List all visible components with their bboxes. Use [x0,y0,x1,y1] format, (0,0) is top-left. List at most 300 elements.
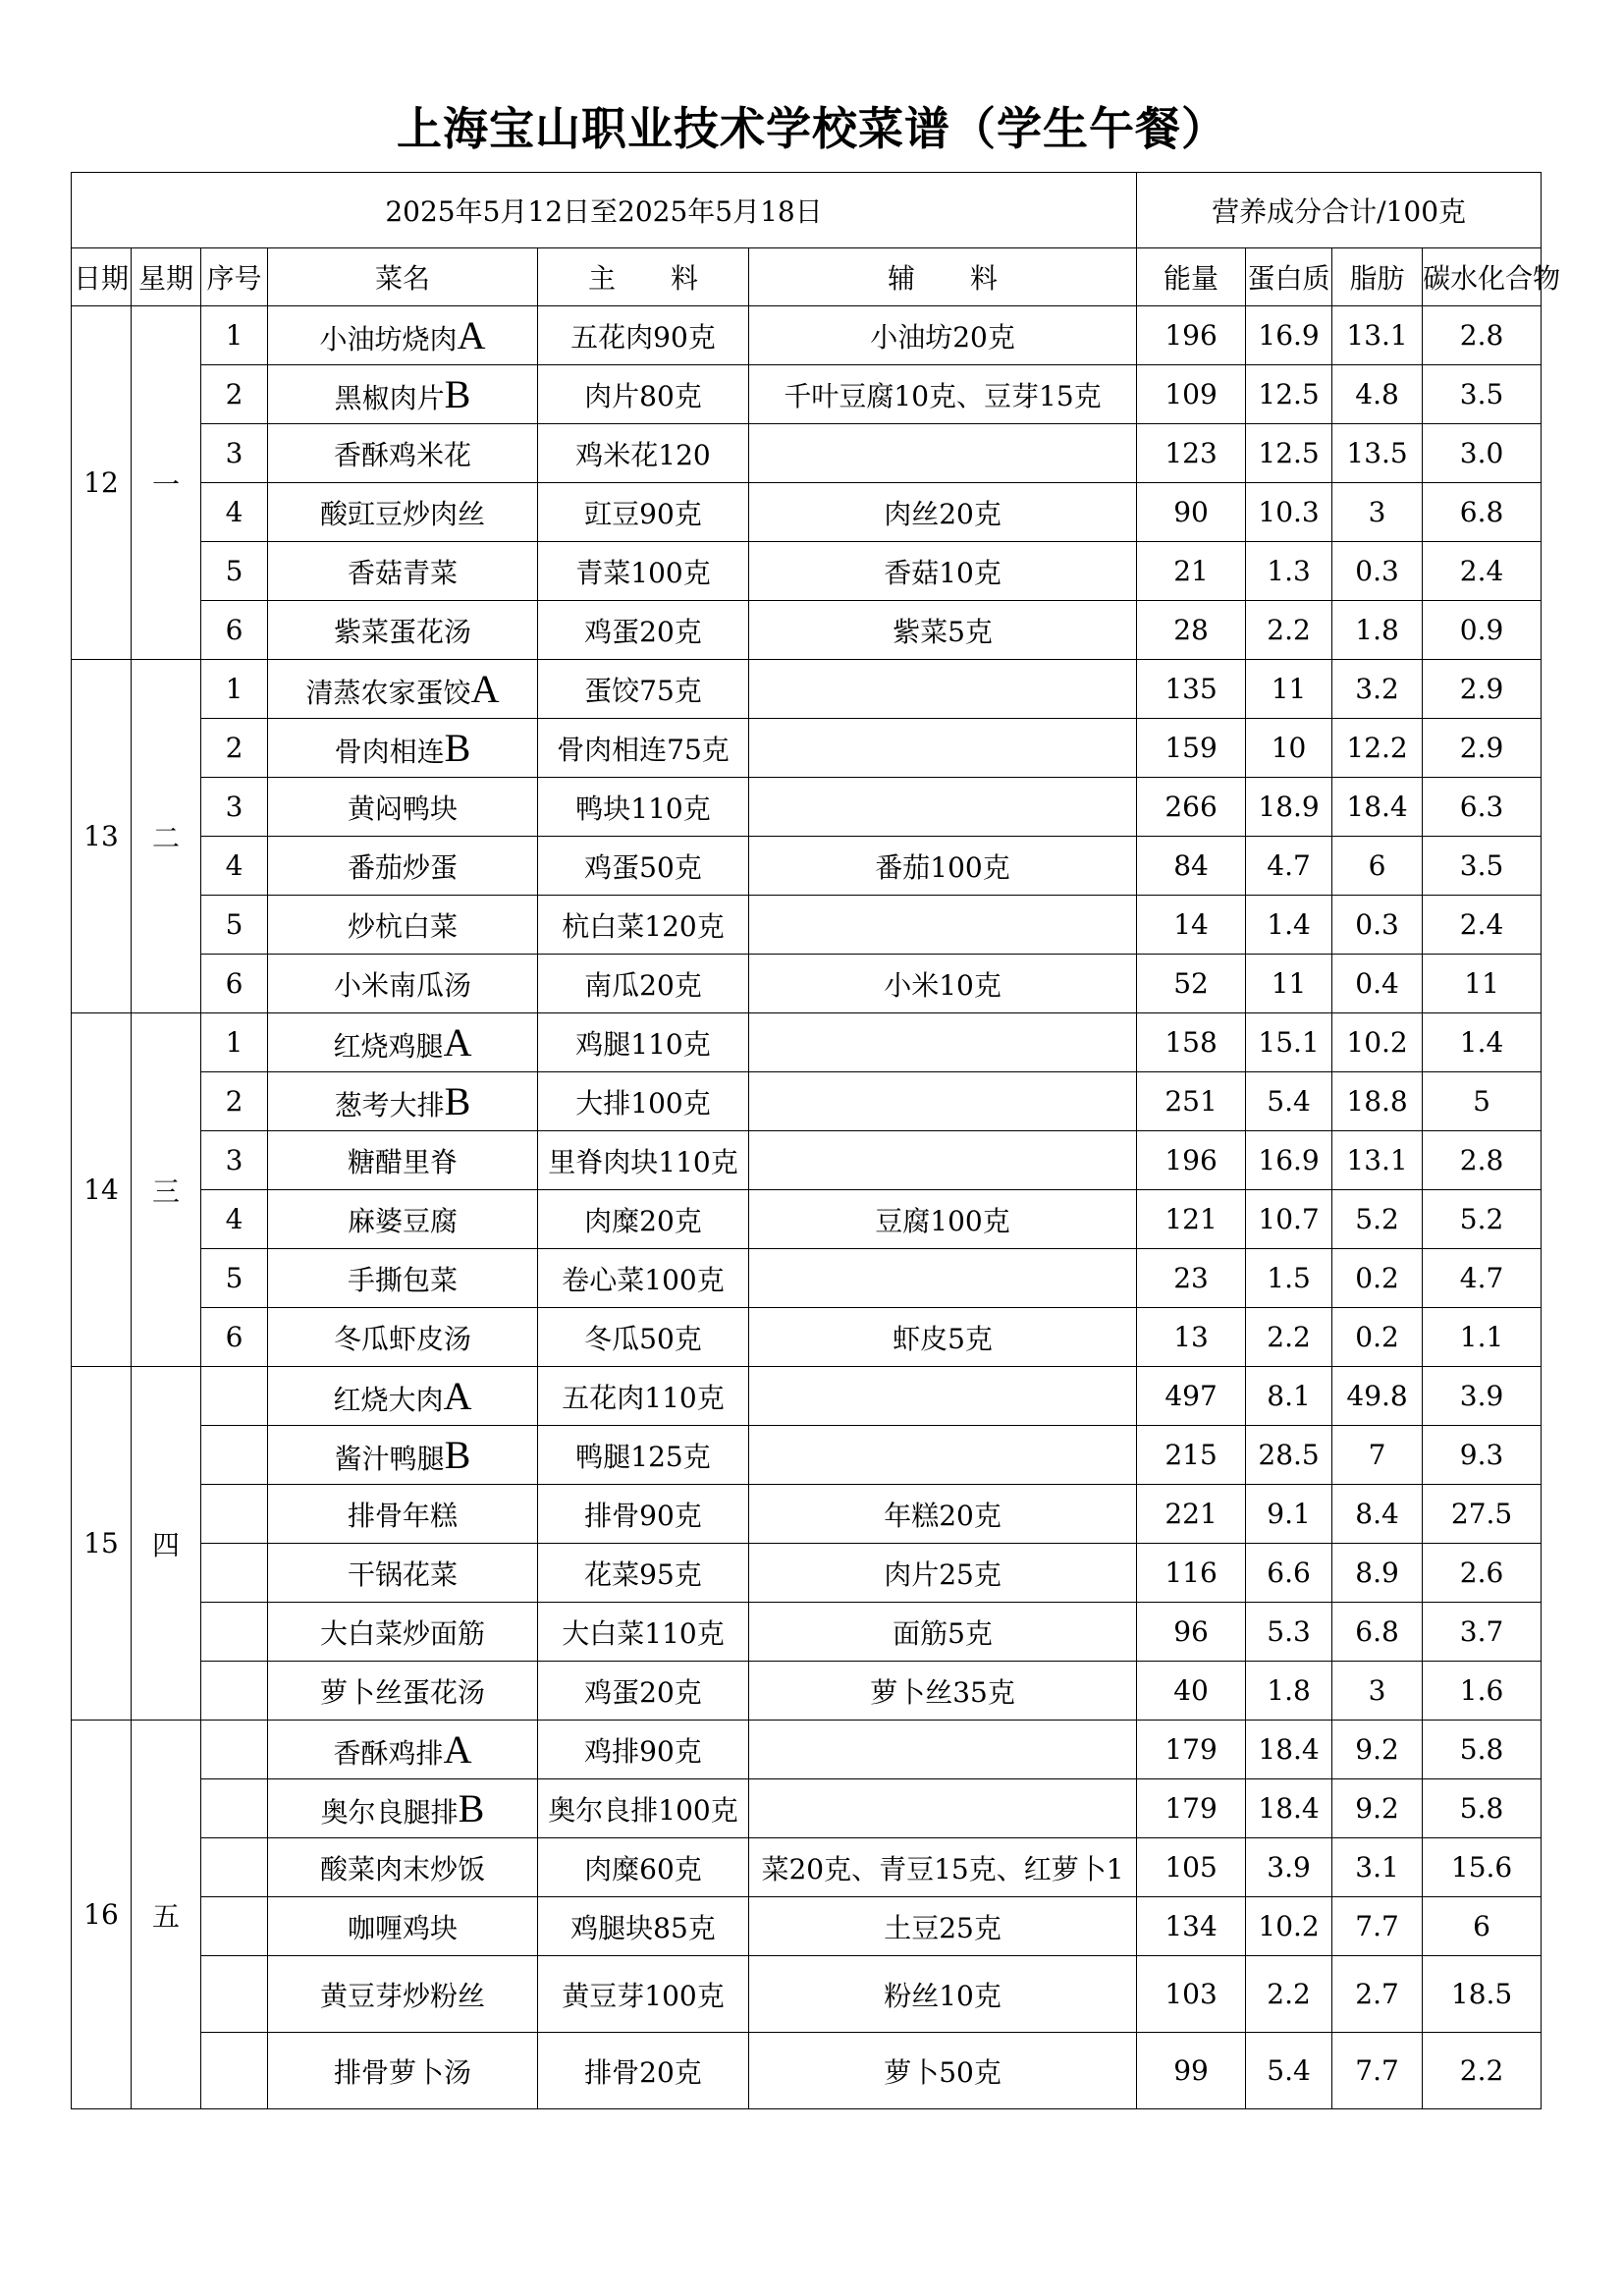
side-ingredient [749,1544,1137,1603]
fat-value: 3 [1332,483,1423,542]
fat-value: 18.4 [1332,778,1423,837]
dish-tag: B [444,1079,471,1123]
carb-value: 15.6 [1423,1838,1542,1897]
energy-value: 196 [1137,306,1246,365]
dish-name [268,1721,538,1779]
main-ingredient: 豇豆90克 [538,483,749,542]
table-row [72,1072,1542,1131]
main-ingredient: 排骨90克 [538,1485,749,1544]
day-date: 13 [72,660,132,1013]
dish-number [201,1426,268,1485]
side-ingredient [749,424,1137,483]
dish-name-text: 香酥鸡米花 [333,438,471,471]
main-ingredient: 肉片80克 [538,365,749,424]
fat-value: 0.2 [1332,1249,1423,1308]
dish-number: 3 [201,1131,268,1190]
protein-value: 1.4 [1246,896,1332,955]
carb-value: 2.2 [1423,2033,1542,2109]
side-ingredient [749,542,1137,601]
dish-name [268,955,538,1013]
dish-name-text: 酸豇豆炒肉丝 [319,497,485,530]
main-ingredient: 排骨20克 [538,2033,749,2109]
protein-value: 18.4 [1246,1779,1332,1838]
dish-name-text: 麻婆豆腐 [347,1204,458,1237]
day-date: 12 [72,306,132,660]
protein-value: 10 [1246,719,1332,778]
protein-value: 2.2 [1246,601,1332,660]
energy-value: 497 [1137,1367,1246,1426]
dish-number: 6 [201,955,268,1013]
side-ingredient [749,660,1137,719]
dish-number: 6 [201,1308,268,1367]
dish-name-text: 大白菜炒面筋 [319,1616,485,1650]
table-row [72,660,1542,719]
dish-name [268,306,538,365]
fat-value: 3.1 [1332,1838,1423,1897]
protein-value: 1.3 [1246,542,1332,601]
dish-name-text: 糖醋里脊 [347,1145,458,1178]
fat-value: 9.2 [1332,1779,1423,1838]
dish-name-text: 紫菜蛋花汤 [333,615,471,648]
side-ingredient [749,778,1137,837]
fat-value: 13.5 [1332,424,1423,483]
side-ingredient-text: 肉丝20克 [884,497,1001,530]
dish-number: 4 [201,1190,268,1249]
energy-value: 21 [1137,542,1246,601]
dish-number: 2 [201,719,268,778]
side-ingredient [749,365,1137,424]
dish-name-text: 黄豆芽炒粉丝 [319,1979,485,2012]
energy-value: 251 [1137,1072,1246,1131]
protein-value: 28.5 [1246,1426,1332,1485]
side-ingredient [749,1897,1137,1956]
table-row [72,1721,1542,1779]
side-ingredient [749,1603,1137,1662]
dish-tag: A [457,313,486,357]
fat-value: 0.3 [1332,896,1423,955]
col-header-fat: 脂肪 [1332,248,1423,306]
main-ingredient: 大排100克 [538,1072,749,1131]
side-ingredient-text: 粉丝10克 [884,1979,1001,2012]
col-header-carb: 碳水化合物 [1423,248,1542,306]
side-ingredient-text: 豆腐100克 [875,1204,1010,1237]
main-ingredient: 鸡蛋50克 [538,837,749,896]
energy-value: 99 [1137,2033,1246,2109]
side-ingredient [749,837,1137,896]
day-weekday: 五 [132,1721,201,2109]
dish-name-text: 黑椒肉片 [334,382,445,414]
main-ingredient: 鸡米花120 [538,424,749,483]
menu-table-body [72,173,1561,2109]
side-ingredient [749,1779,1137,1838]
carb-value: 3.7 [1423,1603,1542,1662]
main-ingredient: 鸡腿块85克 [538,1897,749,1956]
energy-value: 52 [1137,955,1246,1013]
day-weekday: 四 [132,1367,201,1721]
main-ingredient: 鸡蛋20克 [538,601,749,660]
side-ingredient-text: 肉片25克 [884,1557,1001,1591]
dish-name-text: 香酥鸡排 [333,1737,444,1770]
carb-value: 6.8 [1423,483,1542,542]
protein-value: 6.6 [1246,1544,1332,1603]
dish-name-text: 葱考大排 [334,1089,445,1121]
dish-name [268,1544,538,1603]
table-row [72,719,1542,778]
carb-value: 3.0 [1423,424,1542,483]
dish-name [268,1956,538,2033]
fat-value: 13.1 [1332,1131,1423,1190]
table-row [72,1779,1542,1838]
dish-number: 5 [201,896,268,955]
day-weekday: 三 [132,1013,201,1367]
side-ingredient [749,483,1137,542]
side-ingredient [749,1249,1137,1308]
main-ingredient: 鸭块110克 [538,778,749,837]
table-row [72,1013,1542,1072]
table-row [72,1662,1542,1721]
fat-value: 1.8 [1332,601,1423,660]
fat-value: 4.8 [1332,365,1423,424]
dish-number: 1 [201,306,268,365]
dish-name-text: 干锅花菜 [347,1557,458,1591]
carb-value: 1.1 [1423,1308,1542,1367]
dish-name [268,778,538,837]
protein-value: 8.1 [1246,1367,1332,1426]
fat-value: 0.3 [1332,542,1423,601]
fat-value: 2.7 [1332,1956,1423,2033]
energy-value: 90 [1137,483,1246,542]
dish-name [268,601,538,660]
protein-value: 5.4 [1246,1072,1332,1131]
col-header-energy: 能量 [1137,248,1246,306]
carb-value: 2.4 [1423,542,1542,601]
side-ingredient-text: 萝卜50克 [884,2055,1001,2089]
dish-name [268,483,538,542]
dish-name [268,719,538,778]
main-ingredient: 鸡蛋20克 [538,1662,749,1721]
table-row [72,1603,1542,1662]
table-row [72,1249,1542,1308]
dish-name [268,1897,538,1956]
table-row [72,1190,1542,1249]
dish-name-text: 小米南瓜汤 [333,968,471,1002]
fat-value: 7.7 [1332,2033,1423,2109]
protein-value: 16.9 [1246,306,1332,365]
side-ingredient [749,1426,1137,1485]
dish-number [201,1779,268,1838]
energy-value: 84 [1137,837,1246,896]
dish-name [268,1072,538,1131]
dish-name-text: 香菇青菜 [347,556,458,589]
table-row [72,1131,1542,1190]
dish-name [268,1367,538,1426]
main-ingredient: 肉糜60克 [538,1838,749,1897]
carb-value: 1.4 [1423,1013,1542,1072]
dish-name [268,837,538,896]
main-ingredient: 卷心菜100克 [538,1249,749,1308]
dish-name [268,424,538,483]
table-row [72,601,1542,660]
carb-value: 2.9 [1423,719,1542,778]
table-row [72,1485,1542,1544]
table-row [72,1838,1542,1897]
energy-value: 266 [1137,778,1246,837]
dish-name-text: 清蒸农家蛋饺 [305,677,471,709]
carb-value: 18.5 [1423,1956,1542,2033]
energy-value: 123 [1137,424,1246,483]
side-ingredient [749,1131,1137,1190]
dish-tag: A [443,1374,472,1418]
dish-name [268,1662,538,1721]
dish-name [268,1603,538,1662]
dish-number: 1 [201,660,268,719]
dish-name-text: 酱汁鸭腿 [334,1443,445,1475]
protein-value: 10.3 [1246,483,1332,542]
main-ingredient: 鸡腿110克 [538,1013,749,1072]
energy-value: 13 [1137,1308,1246,1367]
dish-number: 6 [201,601,268,660]
side-ingredient-text: 土豆25克 [884,1911,1001,1944]
table-row [72,1308,1542,1367]
dish-number [201,1721,268,1779]
dish-tag: B [444,1433,471,1477]
dish-number [201,1897,268,1956]
protein-value: 11 [1246,660,1332,719]
fat-value: 9.2 [1332,1721,1423,1779]
dish-tag: B [444,726,471,770]
fat-value: 6.8 [1332,1603,1423,1662]
dish-name-text: 手撕包菜 [347,1263,458,1296]
carb-value: 0.9 [1423,601,1542,660]
energy-value: 159 [1137,719,1246,778]
dish-number: 4 [201,837,268,896]
protein-value: 5.4 [1246,2033,1332,2109]
protein-value: 1.5 [1246,1249,1332,1308]
side-ingredient-text: 香菇10克 [884,556,1001,589]
table-row [72,896,1542,955]
protein-value: 4.7 [1246,837,1332,896]
energy-value: 135 [1137,660,1246,719]
dish-number [201,1367,268,1426]
dish-number [201,1485,268,1544]
side-ingredient [749,601,1137,660]
fat-value: 49.8 [1332,1367,1423,1426]
menu-table [71,172,1561,2109]
main-ingredient: 里脊肉块110克 [538,1131,749,1190]
fat-value: 7 [1332,1426,1423,1485]
dish-name-text: 咖喱鸡块 [347,1911,458,1944]
main-ingredient: 奥尔良排100克 [538,1779,749,1838]
col-header-dish: 菜名 [268,248,538,306]
dish-number [201,1956,268,2033]
dish-name [268,1308,538,1367]
protein-value: 15.1 [1246,1013,1332,1072]
side-ingredient [749,1190,1137,1249]
energy-value: 134 [1137,1897,1246,1956]
side-ingredient [749,1956,1137,2033]
side-ingredient-text: 小米10克 [884,968,1001,1002]
main-ingredient: 五花肉110克 [538,1367,749,1426]
fat-value: 7.7 [1332,1897,1423,1956]
carb-value: 5.8 [1423,1721,1542,1779]
protein-value: 11 [1246,955,1332,1013]
protein-value: 16.9 [1246,1131,1332,1190]
fat-value: 13.1 [1332,306,1423,365]
fat-value: 18.8 [1332,1072,1423,1131]
side-ingredient [749,1013,1137,1072]
dish-name [268,1190,538,1249]
dish-name [268,1249,538,1308]
table-row [72,1956,1542,2033]
side-ingredient [749,2033,1137,2109]
side-ingredient-text: 萝卜丝35克 [870,1675,1015,1709]
carb-value: 4.7 [1423,1249,1542,1308]
day-date: 14 [72,1013,132,1367]
main-ingredient: 五花肉90克 [538,306,749,365]
dish-name-text: 红烧大肉 [333,1384,444,1416]
carb-value: 5 [1423,1072,1542,1131]
dish-number [201,1544,268,1603]
side-ingredient [749,1721,1137,1779]
table-row [72,778,1542,837]
energy-value: 103 [1137,1956,1246,2033]
dish-tag: A [443,1020,472,1065]
dish-name-text: 酸菜肉末炒饭 [319,1852,485,1885]
dish-number: 5 [201,542,268,601]
energy-value: 116 [1137,1544,1246,1603]
dish-name [268,1779,538,1838]
table-row [72,837,1542,896]
dish-name [268,1131,538,1190]
energy-value: 40 [1137,1662,1246,1721]
dish-number [201,1662,268,1721]
protein-value: 18.4 [1246,1721,1332,1779]
col-header-no: 序号 [201,248,268,306]
day-weekday: 一 [132,306,201,660]
energy-value: 28 [1137,601,1246,660]
energy-value: 121 [1137,1190,1246,1249]
fat-value: 12.2 [1332,719,1423,778]
carb-value: 2.8 [1423,1131,1542,1190]
dish-tag: B [444,372,471,416]
table-row [72,306,1542,365]
dish-number: 4 [201,483,268,542]
col-header-date: 日期 [72,248,132,306]
dish-number: 2 [201,1072,268,1131]
side-ingredient [749,1367,1137,1426]
carb-value: 2.4 [1423,896,1542,955]
side-ingredient-text: 年糕20克 [884,1499,1001,1532]
dish-name [268,2033,538,2109]
dish-number: 3 [201,778,268,837]
side-ingredient-text: 小油坊20克 [870,320,1015,354]
table-row [72,542,1542,601]
carb-value: 5.2 [1423,1190,1542,1249]
protein-value: 2.2 [1246,1956,1332,2033]
table-row [72,955,1542,1013]
dish-number: 3 [201,424,268,483]
carb-value: 2.9 [1423,660,1542,719]
page-title: 上海宝山职业技术学校菜谱（学生午餐） [397,102,1227,155]
fat-value: 3 [1332,1662,1423,1721]
fat-value: 10.2 [1332,1013,1423,1072]
table-row [72,424,1542,483]
main-ingredient: 黄豆芽100克 [538,1956,749,2033]
dish-name [268,1426,538,1485]
table-row [72,2033,1542,2109]
protein-value: 3.9 [1246,1838,1332,1897]
side-ingredient-text: 番茄100克 [875,850,1010,884]
col-header-protein: 蛋白质 [1246,248,1332,306]
day-date: 15 [72,1367,132,1721]
dish-name-text: 红烧鸡腿 [333,1030,444,1063]
dish-number [201,1838,268,1897]
carb-value: 5.8 [1423,1779,1542,1838]
main-ingredient: 鸭腿125克 [538,1426,749,1485]
table-row [72,1367,1542,1426]
dish-tag: A [470,667,500,711]
side-ingredient-text: 菜20克、青豆15克、红萝卜1 [761,1852,1124,1885]
energy-value: 196 [1137,1131,1246,1190]
side-ingredient [749,1072,1137,1131]
dish-number: 2 [201,365,268,424]
main-ingredient: 蛋饺75克 [538,660,749,719]
dish-number [201,2033,268,2109]
main-ingredient: 南瓜20克 [538,955,749,1013]
dish-name [268,1013,538,1072]
main-ingredient: 大白菜110克 [538,1603,749,1662]
side-ingredient [749,306,1137,365]
dish-name [268,365,538,424]
protein-value: 2.2 [1246,1308,1332,1367]
carb-value: 9.3 [1423,1426,1542,1485]
energy-value: 221 [1137,1485,1246,1544]
dish-name [268,660,538,719]
side-ingredient [749,896,1137,955]
dish-name [268,1838,538,1897]
main-ingredient: 肉糜20克 [538,1190,749,1249]
carb-value: 11 [1423,955,1542,1013]
side-ingredient [749,1662,1137,1721]
side-ingredient [749,719,1137,778]
main-ingredient: 花菜95克 [538,1544,749,1603]
side-ingredient-text: 虾皮5克 [893,1322,993,1355]
carb-value: 1.6 [1423,1662,1542,1721]
carb-value: 6.3 [1423,778,1542,837]
carb-value: 27.5 [1423,1485,1542,1544]
side-ingredient-text: 千叶豆腐10克、豆芽15克 [784,379,1102,412]
energy-value: 179 [1137,1721,1246,1779]
protein-value: 12.5 [1246,365,1332,424]
column-header-row [72,248,1542,306]
table-row [72,483,1542,542]
day-date: 16 [72,1721,132,2109]
dish-name-text: 排骨年糕 [347,1499,458,1532]
carb-value: 2.8 [1423,306,1542,365]
main-ingredient: 冬瓜50克 [538,1308,749,1367]
protein-value: 18.9 [1246,778,1332,837]
energy-value: 109 [1137,365,1246,424]
protein-value: 10.7 [1246,1190,1332,1249]
dish-name-text: 炒杭白菜 [347,909,458,943]
dish-name-text: 奥尔良腿排 [320,1796,459,1829]
main-ingredient: 杭白菜120克 [538,896,749,955]
dish-name-text: 冬瓜虾皮汤 [333,1322,471,1355]
energy-value: 215 [1137,1426,1246,1485]
carb-value: 6 [1423,1897,1542,1956]
dish-name-text: 小油坊烧肉 [319,323,458,355]
fat-value: 3.2 [1332,660,1423,719]
